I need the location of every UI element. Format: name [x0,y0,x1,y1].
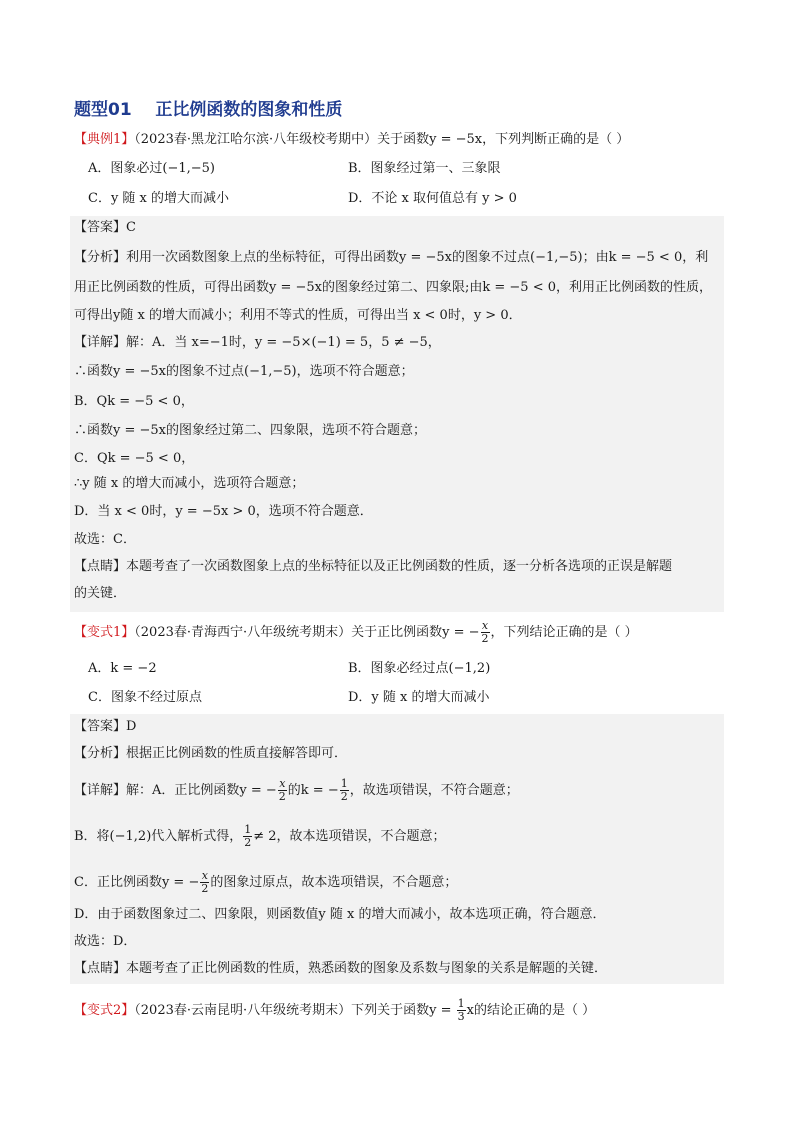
variation1-option-b: B．图象必经过点(−1,2) [348,661,491,676]
example1-option-b: B．图象经过第一、三象限 [348,161,501,176]
example1-solution-box [70,216,724,612]
fraction: $\frac{x}{2}$ [278,777,286,803]
example1-detail-line5: C．Qk = −5 < 0， [74,451,195,466]
example1-detail-line2: ∴函数y = −5x的图象不过点(−1,−5)，选项不符合题意； [74,364,414,379]
example1-answer: 【答案】C [74,220,136,235]
variation1-tag: 【变式1】 [74,625,135,640]
example1-detail-line3: B．Qk = −5 < 0， [74,394,194,409]
example1-stem-text: （2023春·黑龙江哈尔滨·八年级校考期中）关于函数y = −5x，下列判断正确的是（ ） [134,132,630,147]
fraction: $\frac{1}{2}$ [244,823,252,849]
variation1-stem: 【变式1】（2023春·青海西宁·八年级统考期末）关于正比例函数y = − $\frac{x}{2}$ ，下列结论正确的是（ ） [74,619,638,645]
example1-comment-line1: 【点睛】本题考查了一次函数图象上点的坐标特征以及正比例函数的性质，逐一分析各选项的正误是解题 [74,559,673,574]
fraction: $\frac{1}{2}$ [340,777,348,803]
example1-detail-line6: ∴y 随 x 的增大而减小，选项符合题意； [74,476,305,491]
variation1-detail-line1: 【详解】解：A．正比例函数y = − $\frac{x}{2}$ 的k = − $\frac{1}{2}$ ，故选项错误，不符合题意； [74,777,519,803]
variation1-choose: 故选：D． [74,934,137,949]
fraction: $\frac{1}{3}$ [457,997,465,1023]
example1-option-d: D．不论 x 取何值总有 y > 0 [348,191,517,206]
variation1-detail-line3: C．正比例函数y = − $\frac{x}{2}$ 的图象过原点，故本选项错误，不合题意； [74,869,458,895]
example1-detail-line1: 【详解】解：A．当 x=−1时，y = −5×(−1) = 5，5 ≠ −5， [74,335,441,350]
example1-analysis-line3: 可得出y随 x 的增大而减小；利用不等式的性质，可得出当 x < 0时，y > 0． [74,308,522,323]
example1-analysis-line2: 用正比例函数的性质，可得出函数y = −5x的图象经过第二、四象限;由k = −5 < 0，利用正比例函数的性质， [74,280,713,295]
variation1-analysis: 【分析】根据正比例函数的性质直接解答即可． [74,746,348,761]
variation2-stem: 【变式2】（2023春·云南昆明·八年级统考期末）下列关于函数y = $\frac{1}{3}$ x的结论正确的是（ ） [74,997,596,1023]
variation1-answer: 【答案】D [74,719,137,734]
variation2-tag: 【变式2】 [74,1003,135,1018]
example1-option-a: A．图象必过(−1,−5) [88,161,215,176]
example1-analysis-line1: 【分析】利用一次函数图象上点的坐标特征，可得出函数y = −5x的图象不过点(−1,−5)；由k = −5 < 0，利 [74,250,709,265]
variation1-option-a: A．k = −2 [88,661,157,676]
example1-stem [74,131,629,149]
example1-option-c: C．y 随 x 的增大而减小 [88,191,230,206]
fraction: $\frac{x}{2}$ [201,869,209,895]
variation1-option-d: D．y 随 x 的增大而减小 [348,690,490,705]
section-heading: 题型01 正比例函数的图象和性质 [74,100,343,120]
variation1-comment: 【点睛】本题考查了正比例函数的性质，熟悉函数的图象及系数与图象的关系是解题的关键． [74,961,608,976]
variation1-option-c: C．图象不经过原点 [88,690,202,705]
fraction: $\frac{x}{2}$ [481,619,489,645]
example1-choose: 故选：C． [74,532,136,547]
example1-detail-line7: D．当 x < 0时，y = −5x > 0，选项不符合题意． [74,504,373,519]
example1-detail-line4: ∴函数y = −5x的图象经过第二、四象限，选项不符合题意； [74,423,426,438]
example1-comment-line2: 的关键． [74,586,127,601]
example1-tag: 【典例1】 [74,132,135,147]
variation1-detail-line2: B．将(−1,2)代入解析式得， $\frac{1}{2}$ ≠ 2，故本选项错误，不合题意； [74,823,446,849]
variation1-detail-line4: D．由于函数图象过二、四象限，则函数值y 随 x 的增大而减小，故本选项正确，符合题意． [74,907,606,922]
